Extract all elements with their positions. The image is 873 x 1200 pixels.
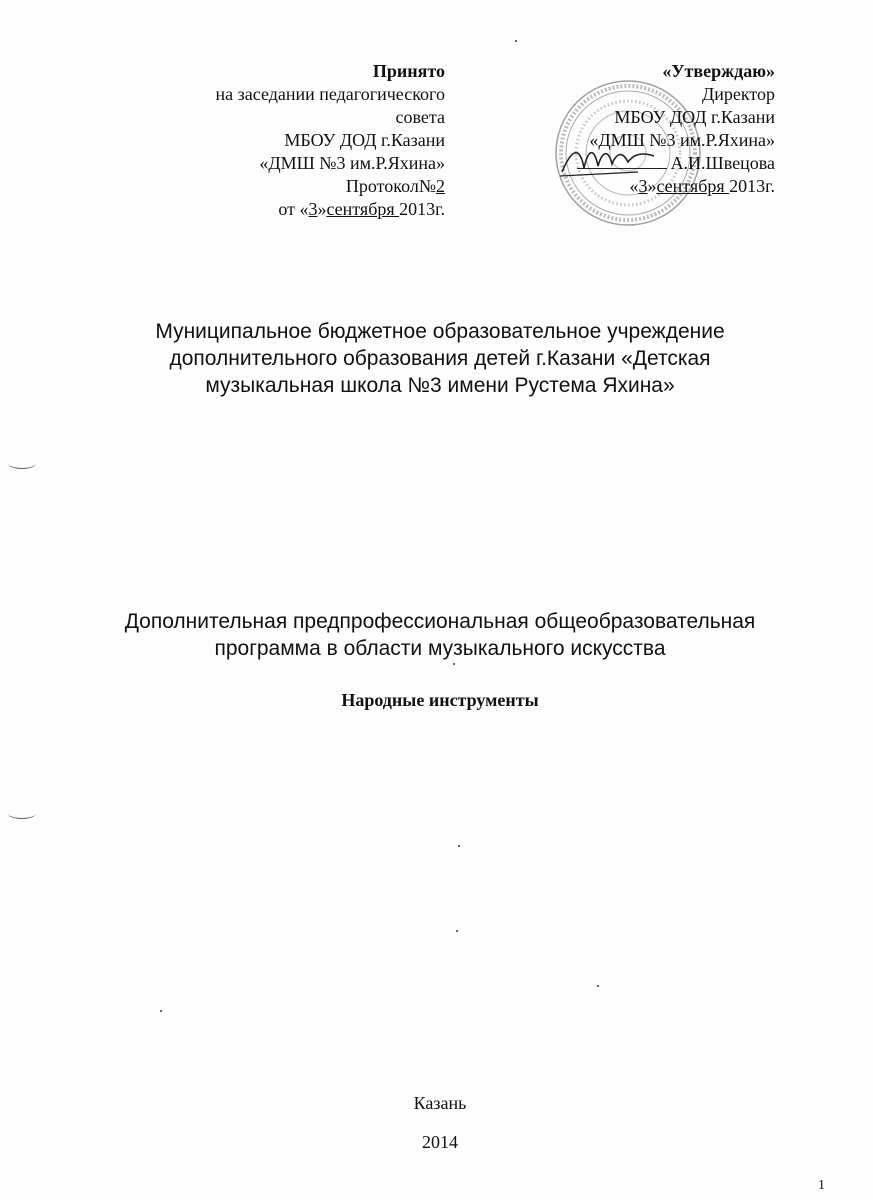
protocol-number: 2 xyxy=(436,176,445,196)
page-number: 1 xyxy=(818,1178,825,1193)
scan-artifact xyxy=(8,808,36,819)
approve-line-3: «ДМШ №3 им.Р.Яхина» xyxy=(589,130,775,150)
approve-date xyxy=(520,175,775,198)
accepted-line-4: «ДМШ №3 им.Р.Яхина» xyxy=(259,153,445,173)
accepted-date-year: 2013г. xyxy=(399,199,445,219)
signer-name: А.И.Швецова xyxy=(670,153,775,173)
accepted-date-month: сентября xyxy=(326,199,400,219)
scan-speck xyxy=(456,930,458,932)
accepted-date-mid: » xyxy=(317,199,327,219)
approve-title: «Утверждаю» xyxy=(662,61,775,81)
program-title xyxy=(60,608,820,662)
approval-approve-block xyxy=(520,60,775,198)
protocol-label: Протокол№ xyxy=(345,176,436,196)
approve-date-year: 2013г. xyxy=(729,176,775,196)
approve-signer xyxy=(520,152,775,175)
accepted-protocol xyxy=(150,175,445,198)
accepted-line-1: на заседании педагогического xyxy=(215,84,445,104)
approve-line-1: Директор xyxy=(701,84,775,104)
scan-speck xyxy=(515,40,517,42)
approve-date-day: 3 xyxy=(638,176,648,196)
accepted-line-3: МБОУ ДОД г.Казани xyxy=(284,130,445,150)
approve-line-2: МБОУ ДОД г.Казани xyxy=(614,107,775,127)
scan-speck xyxy=(160,1010,162,1012)
approve-date-prefix: « xyxy=(629,176,639,196)
year: 2014 xyxy=(422,1132,458,1152)
approve-date-month: сентября xyxy=(656,176,730,196)
organization-line-3: музыкальная школа №3 имени Рустема Яхина» xyxy=(205,374,675,397)
program-subject: Народные инструменты xyxy=(341,690,539,710)
scan-speck xyxy=(597,985,599,987)
scan-speck xyxy=(453,663,455,665)
accepted-date xyxy=(150,198,445,221)
approve-date-mid: » xyxy=(647,176,657,196)
signature-line xyxy=(577,154,667,169)
organization-name xyxy=(60,318,820,399)
organization-line-1: Муниципальное бюджетное образовательное учреждение xyxy=(155,320,725,343)
city: Казань xyxy=(413,1093,467,1113)
scan-speck xyxy=(458,845,460,847)
program-title-line-2: программа в области музыкального искусства xyxy=(214,637,666,660)
approval-accepted-block xyxy=(150,60,445,221)
scan-artifact xyxy=(8,458,36,469)
accepted-title: Принято xyxy=(372,61,445,81)
accepted-date-day: 3 xyxy=(308,199,318,219)
program-title-line-1: Дополнительная предпрофессиональная общеобразовательная xyxy=(124,610,756,633)
accepted-date-prefix: от « xyxy=(278,199,309,219)
accepted-line-2: совета xyxy=(395,107,445,127)
organization-line-2: дополнительного образования детей г.Казани «Детская xyxy=(169,347,711,370)
